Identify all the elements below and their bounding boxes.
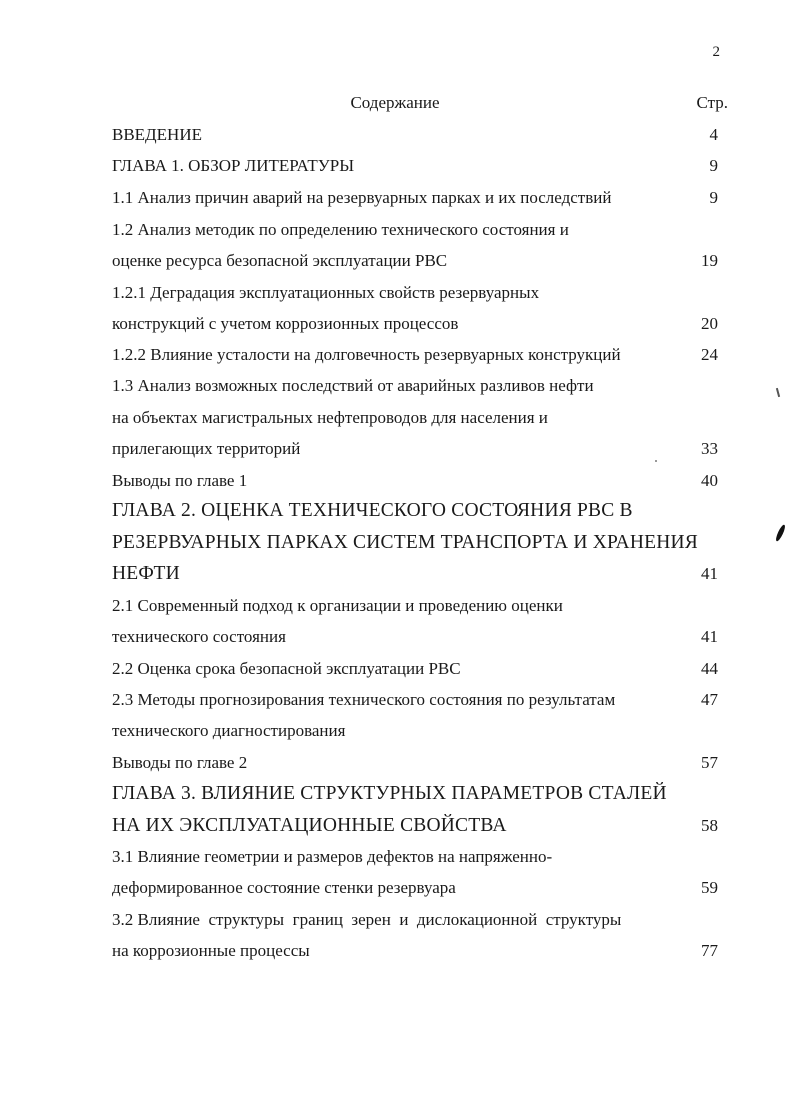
toc-page-number: 19 [701,251,718,270]
toc-page-number: 20 [701,314,718,333]
toc-entry-2-1: 2.1 Современный подход к организации и проведению оценки [112,596,563,615]
toc-page-number: 33 [701,439,718,458]
toc-page-number: 59 [701,878,718,897]
scan-speck [774,524,786,542]
toc-entry-3-1: 3.1 Влияние геометрии и размеров дефектов на напряженно- [112,847,553,866]
toc-entry-2-1-cont: технического состояния [112,627,286,646]
toc-entry-1-1: 1.1 Анализ причин аварий на резервуарных парках и их последствий [112,188,612,207]
toc-entry-conclusions-2: Выводы по главе 2 [112,753,248,772]
toc-entry-1-3-cont2: прилегающих территорий [112,439,301,458]
toc-entry-1-2-1: 1.2.1 Деградация эксплуатационных свойств резервуарных [112,283,540,302]
toc-page-number: 4 [709,125,718,144]
toc-page-number: 24 [701,345,718,364]
page-column-label: Стр. [696,93,728,112]
toc-entry-2-2: 2.2 Оценка срока безопасной эксплуатации РВС [112,659,461,678]
toc-entry-chapter-2-cont2: НЕФТИ [112,563,180,584]
toc-entry-2-3: 2.3 Методы прогнозирования технического состояния по результатам [112,690,616,709]
toc-entry-1-2-2: 1.2.2 Влияние усталости на долговечность резервуарных конструкций [112,345,621,364]
toc-page-number: 41 [701,627,718,646]
toc-entry-3-1-cont: деформированное состояние стенки резервуара [112,878,456,897]
toc-entry-1-2-1-cont: конструкций с учетом коррозионных процессов [112,314,459,333]
toc-page-number: 9 [709,156,718,175]
toc-entry-conclusions-1: Выводы по главе 1 [112,471,248,490]
toc-page-number: 44 [701,659,718,678]
toc-entry-chapter-1: ГЛАВА 1. ОБЗОР ЛИТЕРАТУРЫ [112,156,355,175]
toc-page-number: 47 [701,690,718,709]
toc-title: Содержание [350,93,440,112]
scan-speck [776,388,780,397]
toc-entry-3-2: 3.2 Влияние структуры границ зерен и дислокационной структуры [112,910,622,929]
toc-page-number: 9 [709,188,718,207]
scan-speck [655,460,657,462]
toc-entry-chapter-3: ГЛАВА 3. ВЛИЯНИЕ СТРУКТУРНЫХ ПАРАМЕТРОВ СТАЛЕЙ [112,783,667,804]
toc-entry-1-2-cont: оценке ресурса безопасной эксплуатации РВС [112,251,448,270]
toc-page-number: 77 [701,941,718,960]
toc-entry-1-3: 1.3 Анализ возможных последствий от аварийных разливов нефти [112,376,594,395]
toc-page-number: 58 [701,816,718,835]
toc-entry-chapter-3-cont: НА ИХ ЭКСПЛУАТАЦИОННЫЕ СВОЙСТВА [112,815,507,836]
toc-entry-chapter-2: ГЛАВА 2. ОЦЕНКА ТЕХНИЧЕСКОГО СОСТОЯНИЯ РВС В [112,500,633,521]
toc-entry-1-2: 1.2 Анализ методик по определению технического состояния и [112,220,569,239]
toc-page-number: 40 [701,471,718,490]
toc-page-number: 41 [701,564,718,583]
toc-entry-1-3-cont: на объектах магистральных нефтепроводов для населения и [112,408,548,427]
page-number: 2 [712,44,720,60]
toc-entry-3-2-cont: на коррозионные процессы [112,941,310,960]
toc-entry-introduction: ВВЕДЕНИЕ [112,125,202,144]
toc-entry-2-3-cont: технического диагностирования [112,721,346,740]
toc-entry-chapter-2-cont: РЕЗЕРВУАРНЫХ ПАРКАХ СИСТЕМ ТРАНСПОРТА И ХРАНЕНИЯ [112,532,699,553]
toc-page-number: 57 [701,753,718,772]
